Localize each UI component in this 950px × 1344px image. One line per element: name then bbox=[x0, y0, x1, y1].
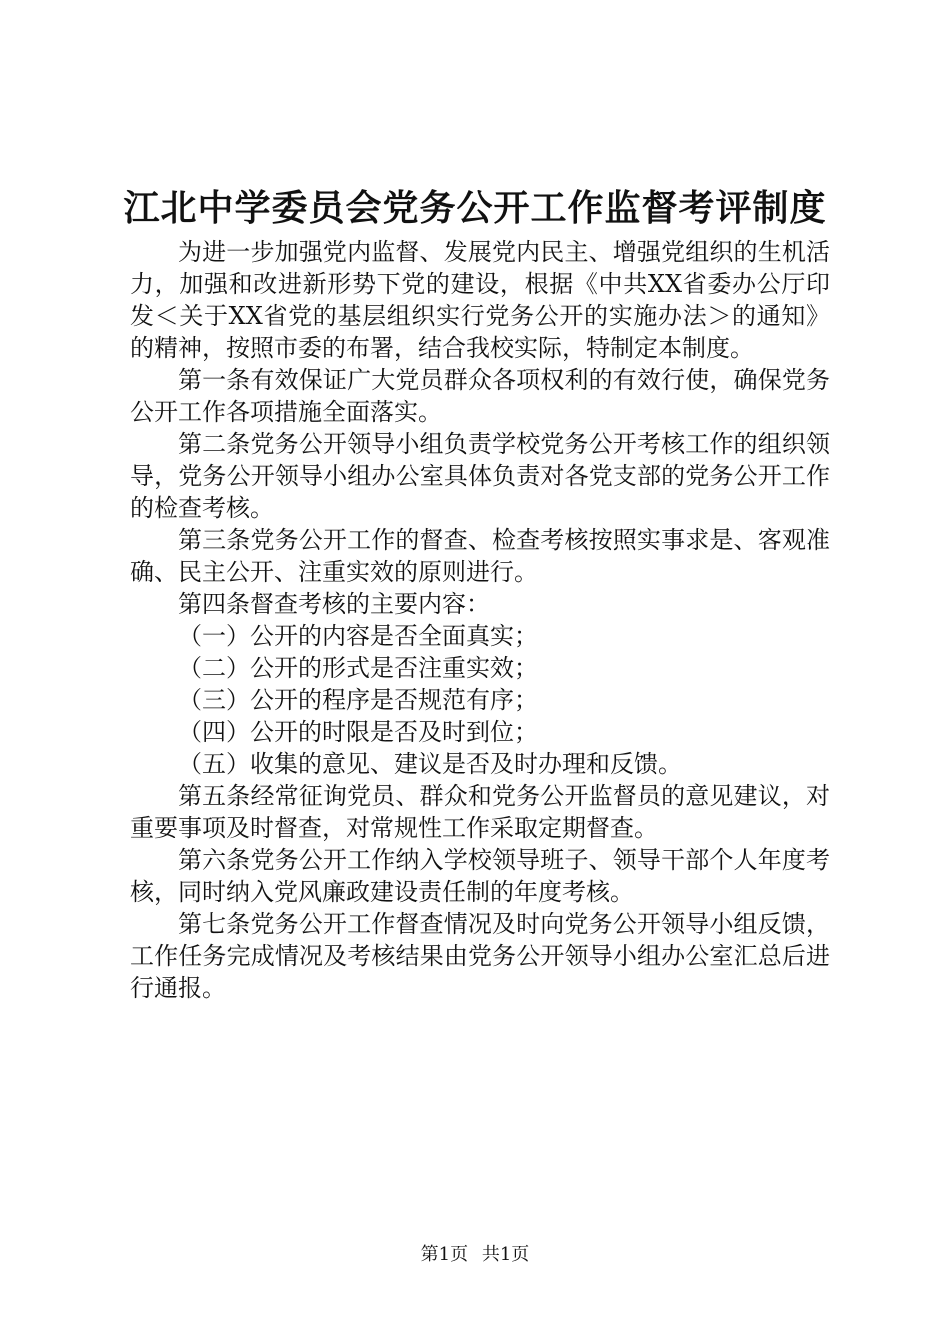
article-2-paragraph: 第二条党务公开领导小组负责学校党务公开考核工作的组织领导，党务公开领导小组办公室具体负责对各党支部的党务公开工作的检查考核。 bbox=[130, 430, 830, 522]
list-item-2: （二）公开的形式是否注重实效； bbox=[178, 654, 538, 682]
list-item-4: （四）公开的时限是否及时到位； bbox=[178, 718, 538, 746]
article-6-paragraph: 第六条党务公开工作纳入学校领导班子、领导干部个人年度考核，同时纳入党风廉政建设责任制的年度考核。 bbox=[130, 846, 830, 906]
article-3-paragraph: 第三条党务公开工作的督查、检查考核按照实事求是、客观准确、民主公开、注重实效的原则进行。 bbox=[130, 526, 830, 586]
article-7-paragraph: 第七条党务公开工作督查情况及时向党务公开领导小组反馈，工作任务完成情况及考核结果由党务公开领导小组办公室汇总后进行通报。 bbox=[130, 910, 830, 1002]
list-item-3: （三）公开的程序是否规范有序； bbox=[178, 686, 538, 714]
page-number: 第1页 bbox=[420, 1244, 469, 1265]
article-4-paragraph: 第四条督查考核的主要内容： bbox=[178, 590, 490, 618]
page-total: 共1页 bbox=[481, 1244, 530, 1265]
page-footer bbox=[0, 1243, 950, 1267]
document-title: 江北中学委员会党务公开工作监督考评制度 bbox=[123, 187, 827, 229]
list-item-5: （五）收集的意见、建议是否及时办理和反馈。 bbox=[178, 750, 682, 778]
article-1-paragraph: 第一条有效保证广大党员群众各项权利的有效行使，确保党务公开工作各项措施全面落实。 bbox=[130, 366, 830, 426]
article-5-paragraph: 第五条经常征询党员、群众和党务公开监督员的意见建议，对重要事项及时督查，对常规性工作采取定期督查。 bbox=[130, 782, 830, 842]
list-item-1: （一）公开的内容是否全面真实； bbox=[178, 622, 538, 650]
intro-paragraph: 为进一步加强党内监督、发展党内民主、增强党组织的生机活力，加强和改进新形势下党的建设，根据《中共XX省委办公厅印发＜关于XX省党的基层组织实行党务公开的实施办法＞的通知》的精神，按照市委的布署，结合我校实际，特制定本制度。 bbox=[130, 238, 830, 362]
document-body bbox=[130, 236, 830, 1004]
